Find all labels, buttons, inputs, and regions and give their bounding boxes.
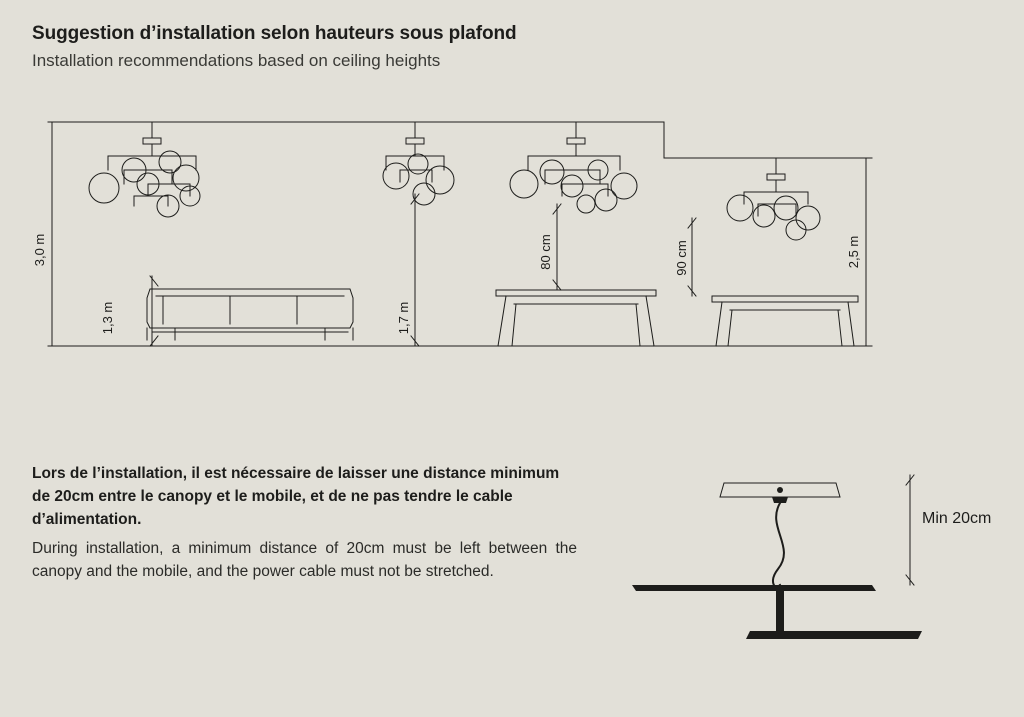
scene-sofa [89,122,353,346]
ceiling-height-svg [0,100,1024,390]
canopy [720,483,840,503]
min-distance-label: Min 20cm [922,510,992,527]
dimension-label-sofa-clearance: 1,3 m [100,301,115,335]
table-furniture-low [712,296,858,346]
ceiling-height-diagram [0,100,1024,390]
note-text-fr: Lors de l’installation, il est nécessaire de laisser une distance minimum de 20cm entre le canopy et le mobile, et de ne pas tendre le cable d’alimentation. [32,465,560,528]
dimension-label-floor-clearance: 1,7 m [396,301,411,335]
ceiling-line [48,122,872,158]
scene-open-floor [383,122,454,346]
mobile-bar-upper [632,585,876,635]
scene-table-low [688,158,858,346]
dimension-label-table-clearance-2: 90 cm [674,240,689,276]
note-text-en: During installation, a minimum distance of 20cm must be left between the canopy and the mobile, and the power cable must not be stretched. [32,540,577,580]
dimension-label-table-clearance-1: 80 cm [538,234,553,270]
table-furniture-tall [496,290,656,346]
page-title-en: Installation recommendations based on ceiling heights [32,51,441,70]
dimension-label-ceiling-right: 2,5 m [846,235,861,269]
title-block [32,22,732,72]
installation-note [32,462,577,583]
mobile-bar-lower [746,631,922,639]
scene-table-tall [496,122,656,346]
canopy-distance-diagram [600,455,1024,717]
canopy-distance-svg [600,455,1024,717]
power-cable [773,503,784,588]
dimension-label-ceiling-left: 3,0 m [32,233,47,267]
sofa-furniture [147,289,353,340]
page-title-fr: Suggestion d’installation selon hauteurs sous plafond [32,23,517,44]
